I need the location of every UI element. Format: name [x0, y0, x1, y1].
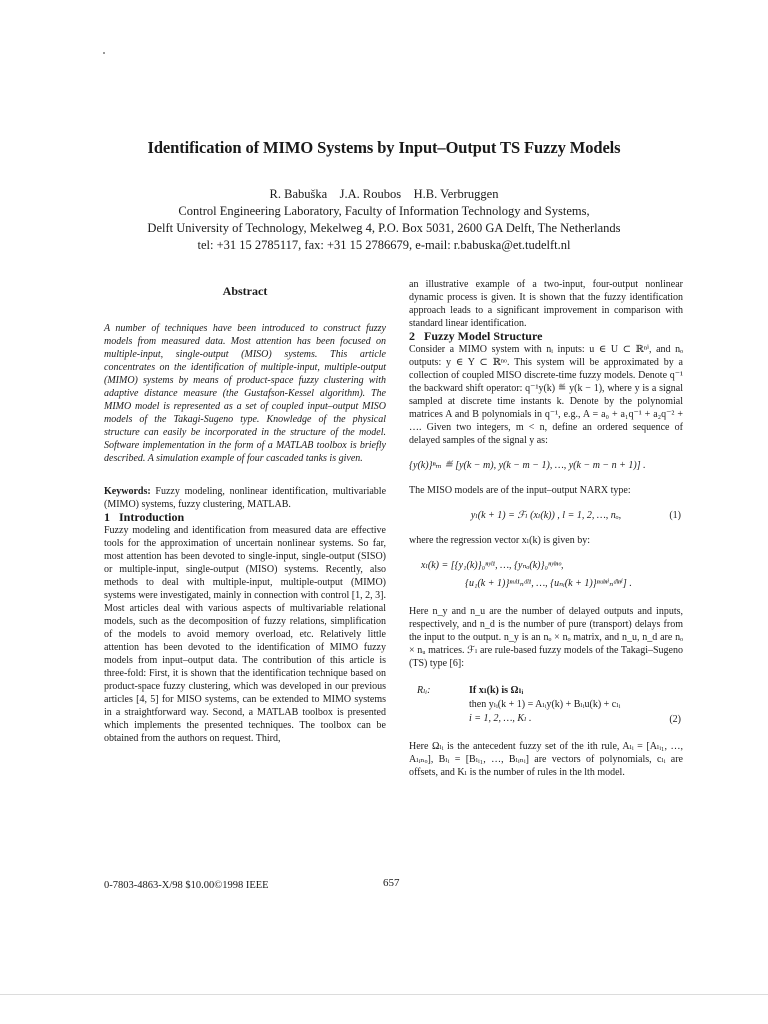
introduction-text: Fuzzy modeling and identification from measured data are effective tools for the approximation of uncertain nonlinear systems. So far, most attention has been devoted to single-input, single-output (SISO) or multiple-input, single-output (MISO) systems. Recently, also methods to deal with multiple-input, multiple-output (MIMO) systems were investigated, mainly in connection with control [1, 2, 3]. Most articles deal with various aspects of multivariable relational models, such as the decomposition of fuzzy relations, simplification of the models to avoid memory overload, etc. Relatively little attention has been devoted to the identification of MIMO fuzzy models from input–output data. The contribution of this article is three-fold: First, it is shown that the identification technique based on product-space fuzzy clustering, which was developed in our previous articles [4, 5] for MISO systems, can be extended to MIMO systems in a straightforward way. Second, a MATLAB toolbox is presented which implements the presented techniques. The toolbox can be obtained from the authors on request. Third, — [104, 525, 386, 744]
regression-row-1: xₗ(k) = [{y₁(k)}₀ⁿʸˡ¹, …, {yₙₒ(k)}₀ⁿʸˡⁿᵒ, — [421, 560, 564, 571]
keywords-text: Fuzzy modeling, nonlinear identification, multivariable (MIMO) systems, fuzzy clustering, MATLAB. — [104, 486, 387, 510]
rule-range: i = 1, 2, …, Kₗ . — [469, 713, 532, 724]
page-number: 657 — [383, 877, 400, 889]
keywords — [104, 485, 386, 511]
section-heading-fuzzy-model-structure: 2 Fuzzy Model Structure — [409, 329, 543, 343]
equation-1-body: yₗ(k + 1) = ℱₗ (xₗ(k)) , l = 1, 2, …, nₒ, — [470, 510, 622, 521]
equation-2-number: (2) — [669, 714, 681, 725]
regression-row-2: {u₁(k + 1)}ⁿᵘˡ¹ₙᵈˡ¹, …, {uₙᵢ(k + 1)}ⁿᵘˡⁿⁱₙᵈˡⁿⁱ] . — [465, 578, 632, 589]
affiliation-line-2: Delft University of Technology, Mekelweg 4, P.O. Box 5031, 2600 GA Delft, The Netherlands — [147, 221, 621, 235]
section2-paragraph-4: Here n_y and n_u are the number of delayed outputs and inputs, respectively, and n_d is the number of pure (transport) delays from the input to the output. n_y is an nₒ × nₒ matrix, and n_u, n_d are nₒ × nᵤ matrices. ℱₗ are rule-based fuzzy models of the Takagi–Sugeno (TS) type [6]: — [409, 606, 683, 669]
section2-paragraph-3: where the regression vector xₗ(k) is given by: — [409, 535, 590, 546]
section2-paragraph-1: Consider a MIMO system with nᵢ inputs: u ∈ U ⊂ ℝⁿⁱ, and nₒ outputs: y ∈ Y ⊂ ℝⁿᵒ. This system will be approximated by a collection of coupled MISO discrete-time fuzzy models. Denote q⁻¹ the backward shift operator: q⁻¹y(k) ≝ y(k − 1), where y is a signal sampled at discrete time instants k. Denote by the polynomial matrices A and B polynomials in q⁻¹, e.g., A = a₀ + a₁q⁻¹ + a₂q⁻² + …. Given two integers, m < n, define an ordered sequence of delayed samples of the signal y as: — [409, 344, 683, 446]
author-names: R. Babuška J.A. Roubos H.B. Verbruggen — [269, 187, 499, 201]
rule-if: If xₗ(k) is Ωₗᵢ — [469, 685, 524, 696]
abstract-heading: Abstract — [222, 284, 268, 298]
intro-continuation: an illustrative example of a two-input, four-output nonlinear dynamic process is given. It is shown that the fuzzy identification approach leads to a significant improvement in comparison with standard linear identification. — [409, 279, 683, 329]
section-heading-introduction: 1 Introduction — [104, 510, 185, 524]
rule-body — [469, 684, 683, 726]
paper-title: Identification of MIMO Systems by Input–Output TS Fuzzy Models — [147, 138, 621, 157]
equation-1 — [409, 509, 683, 522]
rule-label: Rₗᵢ: — [417, 685, 431, 696]
keywords-label: Keywords: — [104, 486, 151, 497]
equation-2-rule — [417, 684, 683, 726]
abstract-text: A number of techniques have been introduced to construct fuzzy models from measured data. Most attention has been focused on multiple-input, single-output (MISO) systems. This article concentrates on the identification of multiple-input, multiple-output (MIMO) systems by means of product-space fuzzy clustering with adaptive distance measure (the Gustafson-Kessel algorithm). The MIMO model is represented as a set of coupled input–output MISO models of the Takagi-Sugeno type. Knowledge of the physical structure can easily be incorporated in the structure of the model. Software implementation in the form of a MATLAB toolbox is briefly described. A simulation example of four cascaded tanks is given. — [104, 323, 386, 464]
scan-mark — [103, 52, 105, 54]
left-column — [104, 280, 386, 745]
copyright-notice: 0-7803-4863-X/98 $10.00©1998 IEEE — [104, 880, 269, 891]
equation-delayed-sequence: {y(k)}ⁿₘ ≝ [y(k − m), y(k − m − 1), …, y(k − m − n + 1)] . — [409, 460, 646, 471]
scan-edge-line — [0, 994, 768, 995]
right-column — [409, 278, 683, 779]
section2-paragraph-2: The MISO models are of the input–output NARX type: — [409, 485, 631, 496]
section2-paragraph-5: Here Ωₗᵢ is the antecedent fuzzy set of the ith rule, Aₗᵢ = [Aₗᵢ₁, …, Aₗᵢₙₒ], Bₗᵢ = [Bₗᵢ₁, …, Bₗᵢₙᵢ] are vectors of polynomials, cₗᵢ are offsets, and Kₗ is the number of rules in the lth model. — [409, 741, 683, 778]
affiliation-line-1: Control Engineering Laboratory, Faculty of Information Technology and Systems, — [178, 204, 590, 218]
contact-line: tel: +31 15 2785117, fax: +31 15 2786679, e-mail: r.babuska@et.tudelft.nl — [197, 238, 571, 252]
rule-then: then yₗᵢ(k + 1) = Aₗᵢy(k) + Bₗᵢu(k) + cₗᵢ — [469, 699, 621, 710]
equation-1-number: (1) — [669, 510, 681, 521]
author-block — [60, 186, 708, 254]
equation-regression-vector — [421, 557, 683, 593]
